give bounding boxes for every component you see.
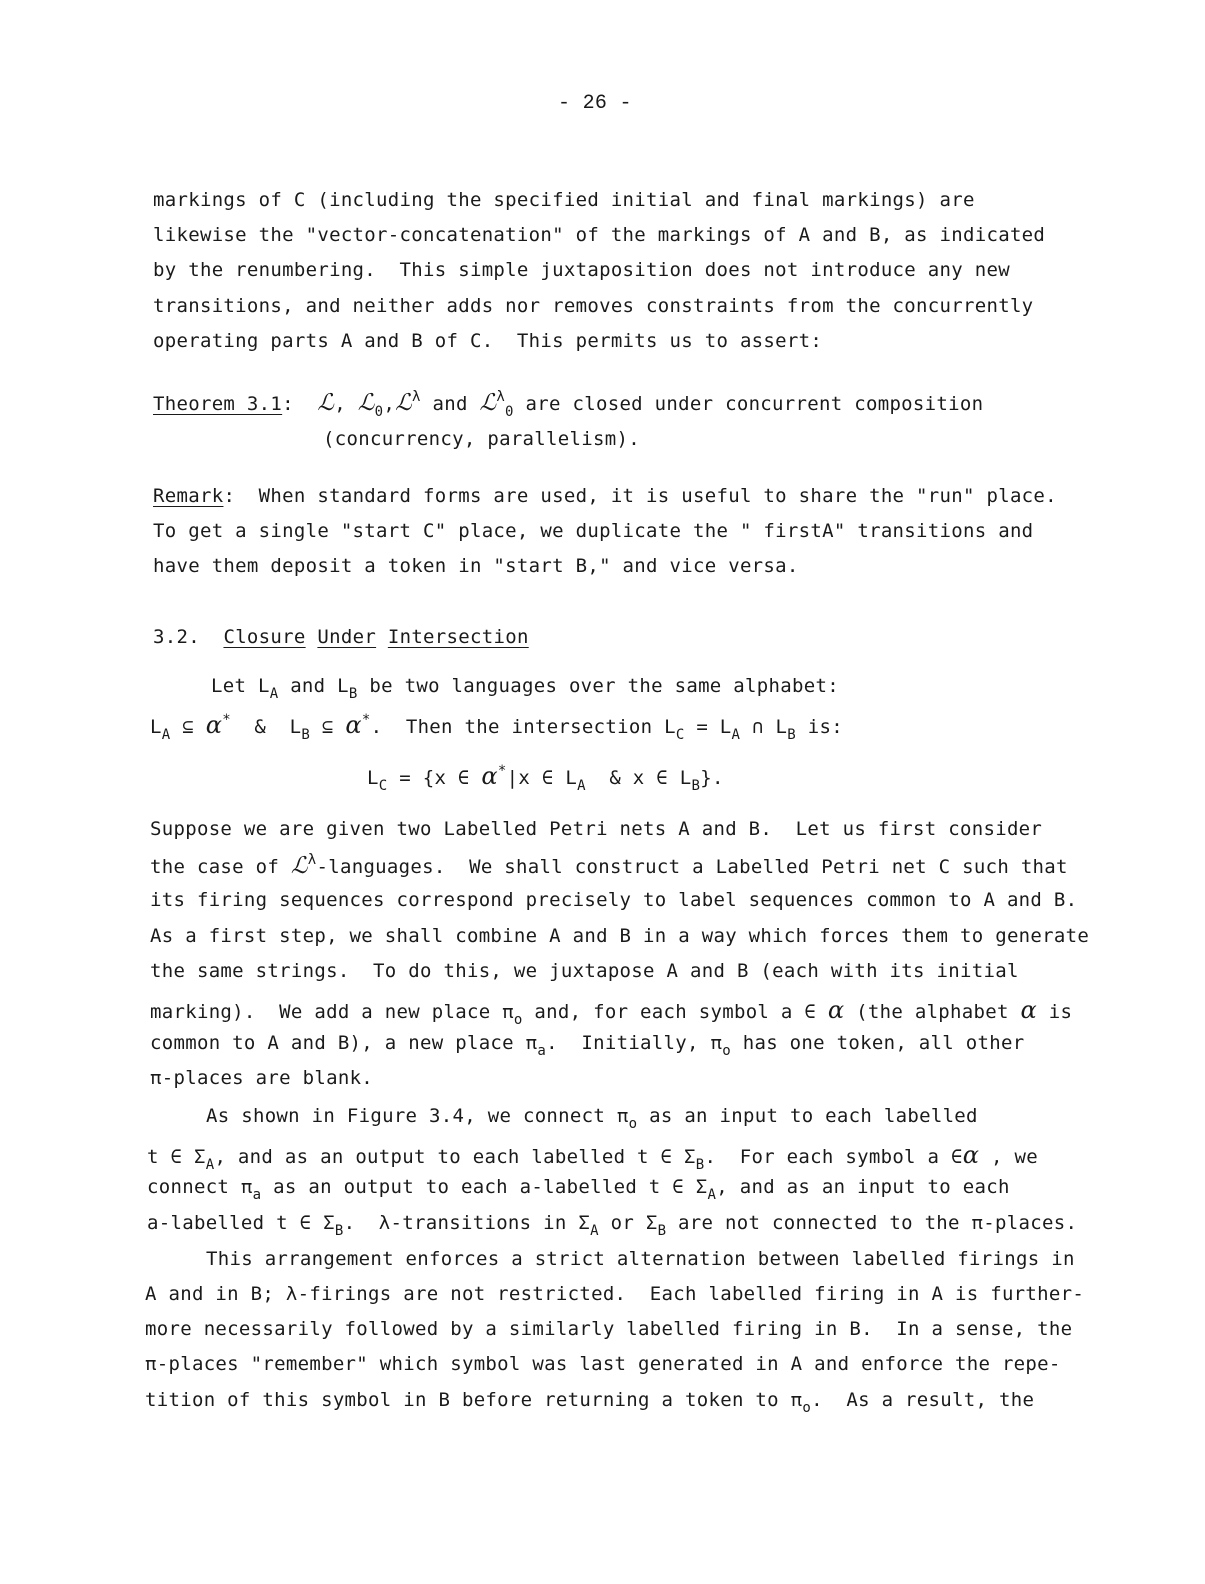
remark-label: Remark	[153, 485, 224, 507]
page-number: - 26 -	[558, 92, 632, 115]
paragraph-line: its firing sequences correspond precisely to label sequences common to A and B.	[150, 889, 1078, 911]
alphabet-symbol: α	[481, 762, 498, 790]
script-l-symbol: ℒ	[395, 390, 412, 416]
paragraph-line: likewise the "vector-concatenation" of the markings of A and B, as indicated	[153, 224, 1046, 246]
script-l-symbol: ℒ	[357, 390, 375, 416]
paragraph-line: As a first step, we shall combine A and B in a way which forces them to generate	[150, 925, 1090, 947]
paragraph-line: the case of ℒ$^\lambda$-languages. We shall construct a Labelled Petri net C such that	[150, 852, 1068, 879]
script-l-symbol: ℒ	[479, 390, 497, 416]
section-heading: 3.2. Closure Under Intersection	[153, 626, 529, 648]
theorem-line: Theorem 3.1: ℒ, ℒ$_0$,ℒ$^\lambda$ and ℒ$^\lambda_0$ are closed under concurrent composition	[153, 389, 984, 420]
script-l-symbol: ℒ	[317, 390, 335, 416]
set-definition: $L_C = \{x$ ∈ α*|x ∈ $L_A$ & x ∈ $L_B$}.	[367, 762, 724, 794]
paragraph-line: This arrangement enforces a strict alternation between labelled firings in	[206, 1248, 1075, 1270]
theorem-statement: are closed under concurrent composition	[525, 393, 984, 415]
paragraph-line: more necessarily followed by a similarly labelled firing in B. In a sense, the	[145, 1318, 1073, 1340]
remark-line: Remark: When standard forms are used, it is useful to share the "run" place.	[153, 485, 1057, 507]
remark-line: To get a single "start C" place, we duplicate the " firstA" transitions and	[153, 520, 1034, 542]
remark-line: have them deposit a token in "start B," and vice versa.	[153, 555, 799, 577]
alphabet-symbol: α	[1020, 996, 1037, 1024]
paragraph-line: tition of this symbol in B before returning a token to $\pi_o$. As a result, the	[145, 1389, 1035, 1416]
paragraph-line: operating parts A and B of C. This permits us to assert:	[153, 330, 823, 352]
theorem-label: Theorem 3.1	[153, 393, 283, 415]
paragraph-line: A and in B; λ-firings are not restricted. Each labelled firing in A is further-	[145, 1283, 1085, 1305]
intro-math-line: $L_A$ ⊆ α* & $L_B$ ⊆ α*. Then the intersection $L_C = L_A$ ∩ $L_B$ is:	[150, 711, 843, 743]
paragraph-line: common to A and B), a new place $\pi_a$. Initially, $\pi_o$ has one token, all other	[150, 1032, 1025, 1059]
alphabet-symbol: α	[827, 996, 845, 1024]
paragraph-line: transitions, and neither adds nor removes constraints from the concurrently	[153, 295, 1034, 317]
paragraph-line: markings of C (including the specified initial and final markings) are	[153, 189, 975, 211]
paragraph-line: π-places "remember" which symbol was last generated in A and enforce the repe-	[145, 1353, 1061, 1375]
paragraph-line: As shown in Figure 3.4, we connect $\pi_o$ as an input to each labelled	[206, 1105, 978, 1132]
alphabet-symbol: α	[962, 1141, 980, 1169]
paragraph-line: a-labelled t ∈ $\Sigma_B$. λ-transitions in $\Sigma_A$ or $\Sigma_B$ are not connected to the π-places.	[147, 1212, 1078, 1239]
paragraph-line: t ∈ $\Sigma_A$, and as an output to each labelled t ∈ $\Sigma_B$. For each symbol a ∈α , we	[147, 1141, 1038, 1173]
paragraph-line: by the renumbering. This simple juxtaposition does not introduce any new	[153, 259, 1010, 281]
alphabet-symbol: α	[205, 711, 223, 739]
paragraph-line: π-places are blank.	[150, 1067, 374, 1089]
intro-line: Let $L_A$ and $L_B$ be two languages over the same alphabet:	[211, 675, 839, 702]
paragraph-line: the same strings. To do this, we juxtapose A and B (each with its initial	[150, 960, 1019, 982]
script-l-symbol: ℒ	[290, 853, 308, 879]
paragraph-line: Suppose we are given two Labelled Petri nets A and B. Let us first consider	[150, 818, 1043, 840]
alphabet-symbol: α	[345, 711, 362, 739]
section-number: 3.2.	[153, 626, 200, 648]
paragraph-line: connect $\pi_a$ as an output to each a-labelled t ∈ $\Sigma_A$, and as an input to each	[147, 1176, 1010, 1203]
theorem-line-2: (concurrency, parallelism).	[323, 428, 640, 450]
paragraph-line: marking). We add a new place $\pi_o$ and, for each symbol a ∈ α (the alphabet α is	[150, 996, 1073, 1028]
